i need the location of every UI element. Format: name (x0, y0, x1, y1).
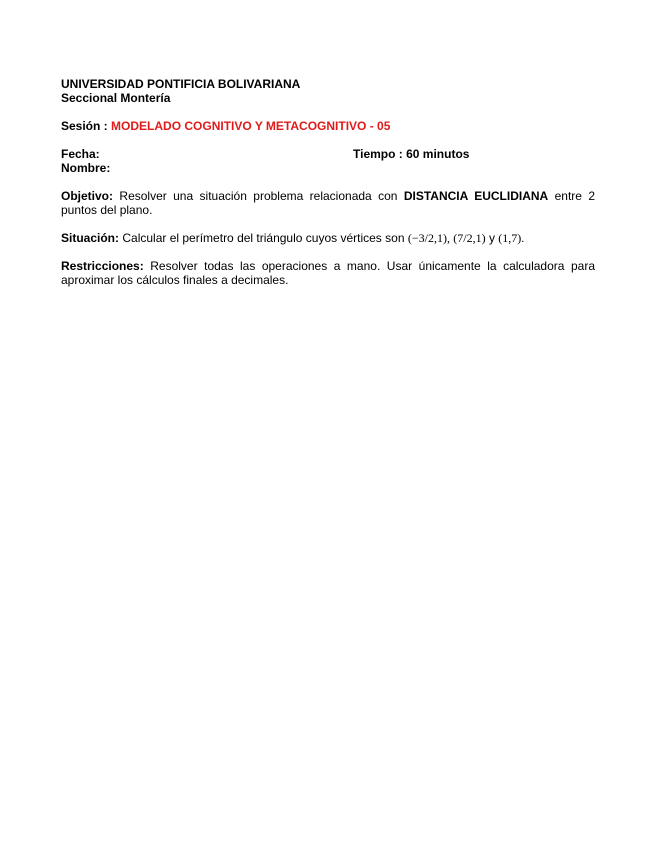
session-line (61, 119, 595, 133)
name-label: Nombre: (61, 161, 111, 175)
situation-label: Situación: (61, 231, 120, 245)
session-title: MODELADO COGNITIVO Y METACOGNITIVO - 05 (111, 119, 391, 133)
vertex-1: (−3/2,1) (407, 231, 447, 245)
date-time-row (61, 147, 595, 161)
document-page (61, 77, 595, 287)
campus-name: Seccional Montería (61, 91, 171, 105)
situation-text: Calcular el perímetro del triángulo cuyos vértices son (122, 231, 405, 245)
date-label: Fecha: (61, 147, 100, 161)
restrictions-label: Restricciones: (61, 259, 144, 273)
objective-paragraph (61, 189, 595, 217)
session-label: Sesión : (61, 119, 108, 133)
vertex-separator-1: , (446, 231, 450, 245)
situation-end: . (521, 231, 525, 245)
situation-paragraph (61, 231, 595, 245)
restrictions-text: Resolver todas las operaciones a mano. Usar únicamente la calculadora para aproximar los cálculos finales a decimales. (61, 259, 595, 287)
university-name: UNIVERSIDAD PONTIFICIA BOLIVARIANA (61, 77, 301, 91)
objective-highlight: DISTANCIA EUCLIDIANA (403, 189, 549, 203)
vertex-3: (1,7) (498, 231, 522, 245)
objective-label: Objetivo: (61, 189, 114, 203)
time-label: Tiempo : 60 minutos (353, 147, 470, 161)
vertex-separator-2: y (488, 231, 495, 245)
objective-text-before: Resolver una situación problema relacionada con (119, 189, 398, 203)
objective-text-after: entre 2 puntos del plano. (61, 189, 596, 217)
vertex-2: (7/2,1) (453, 231, 486, 245)
restrictions-paragraph (61, 259, 595, 287)
